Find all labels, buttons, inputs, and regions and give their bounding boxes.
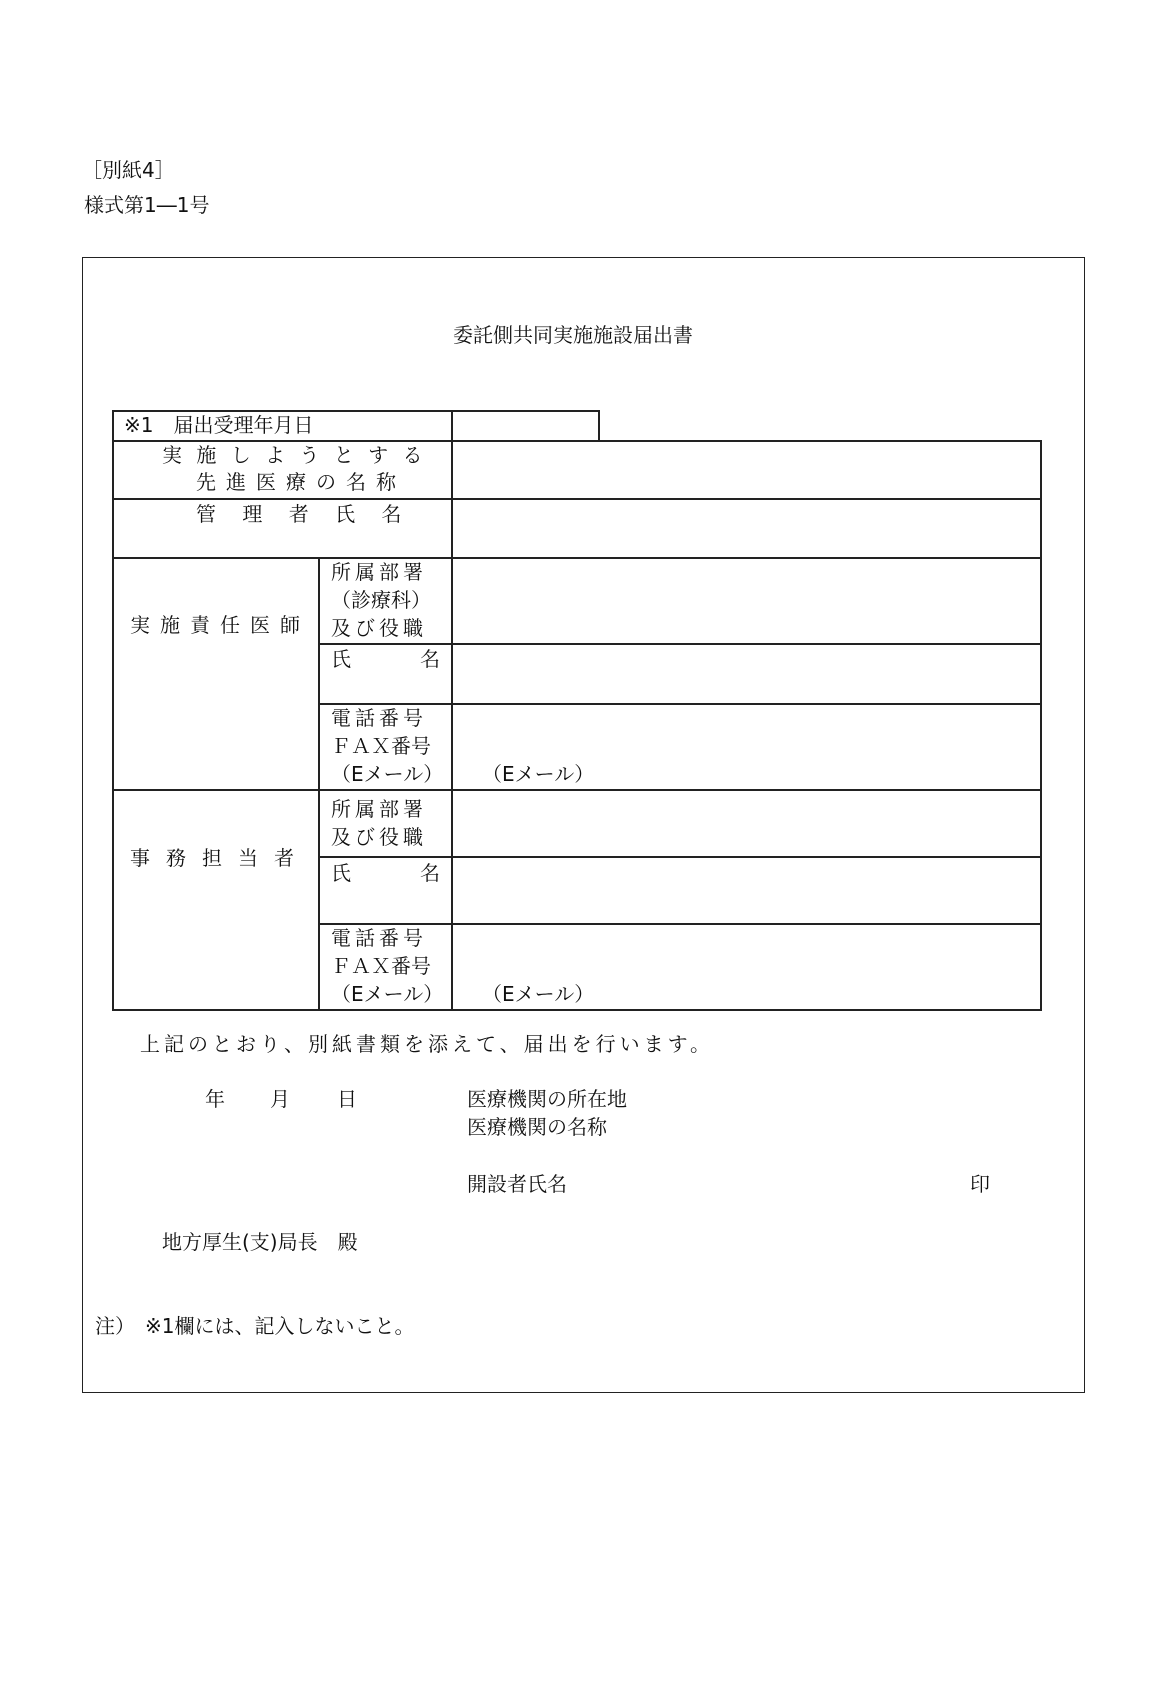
doctor-dept-3: 及び役職: [331, 616, 427, 640]
addressee: 地方厚生(支)局長 殿: [162, 1230, 358, 1254]
doctor-phone-2: ＦＡＸ番号: [331, 734, 431, 758]
doctor-name-field[interactable]: [453, 644, 1039, 702]
note: 注） ※1欄には、記入しないこと。: [95, 1314, 415, 1338]
date-year: 年: [205, 1087, 225, 1111]
tech-name-field[interactable]: [453, 441, 1039, 497]
clerk-name-field[interactable]: [453, 857, 1039, 922]
date-day: 日: [337, 1087, 357, 1111]
clerk-dept-field[interactable]: [453, 790, 1039, 855]
clerk-phone-2: ＦＡＸ番号: [331, 954, 431, 978]
doctor-dept-2: （診療科）: [331, 588, 431, 612]
manager-label: 管 理 者 氏 名: [196, 502, 412, 526]
clerk-phone-1: 電話番号: [331, 926, 427, 950]
attachment-label: ［別紙4］: [82, 158, 175, 182]
doctor-dept-field[interactable]: [453, 558, 1039, 642]
seal-mark: 印: [970, 1172, 990, 1196]
doctor-name-label-1: 氏: [331, 647, 351, 671]
doctor-phone-1: 電話番号: [331, 706, 427, 730]
institution-label: 医療機関の名称: [467, 1115, 607, 1139]
clerk-dept-1: 所属部署: [331, 797, 427, 821]
date-month: 月: [270, 1087, 290, 1111]
clerk-dept-2: 及び役職: [331, 825, 427, 849]
founder-label: 開設者氏名: [467, 1172, 567, 1196]
doctor-phone-3: （Eメール）: [331, 762, 444, 786]
doctor-email-field[interactable]: （Eメール）: [482, 762, 595, 786]
doctor-group-label: 実施責任医師: [130, 613, 310, 637]
form-number: 様式第1―1号: [84, 193, 210, 217]
address-label: 医療機関の所在地: [467, 1087, 627, 1111]
manager-field[interactable]: [453, 499, 1039, 556]
receipt-date-label: ※1 届出受理年月日: [124, 413, 314, 437]
doctor-dept-1: 所属部署: [331, 560, 427, 584]
tech-name-label-2: 先進医療の名称: [196, 470, 406, 494]
clerk-name-label-2: 名: [420, 861, 440, 885]
receipt-date-field[interactable]: [453, 411, 597, 439]
tech-name-label-1: 実 施 し よ う と す る: [162, 443, 427, 467]
clerk-group-label: 事務担当者: [130, 846, 310, 870]
statement: 上記のとおり、別紙書類を添えて、届出を行います。: [140, 1032, 714, 1056]
doctor-name-label-2: 名: [420, 647, 440, 671]
clerk-name-label-1: 氏: [331, 861, 351, 885]
clerk-email-field[interactable]: （Eメール）: [482, 982, 595, 1006]
clerk-phone-3: （Eメール）: [331, 982, 444, 1006]
form-title: 委託側共同実施施設届出書: [453, 323, 693, 347]
